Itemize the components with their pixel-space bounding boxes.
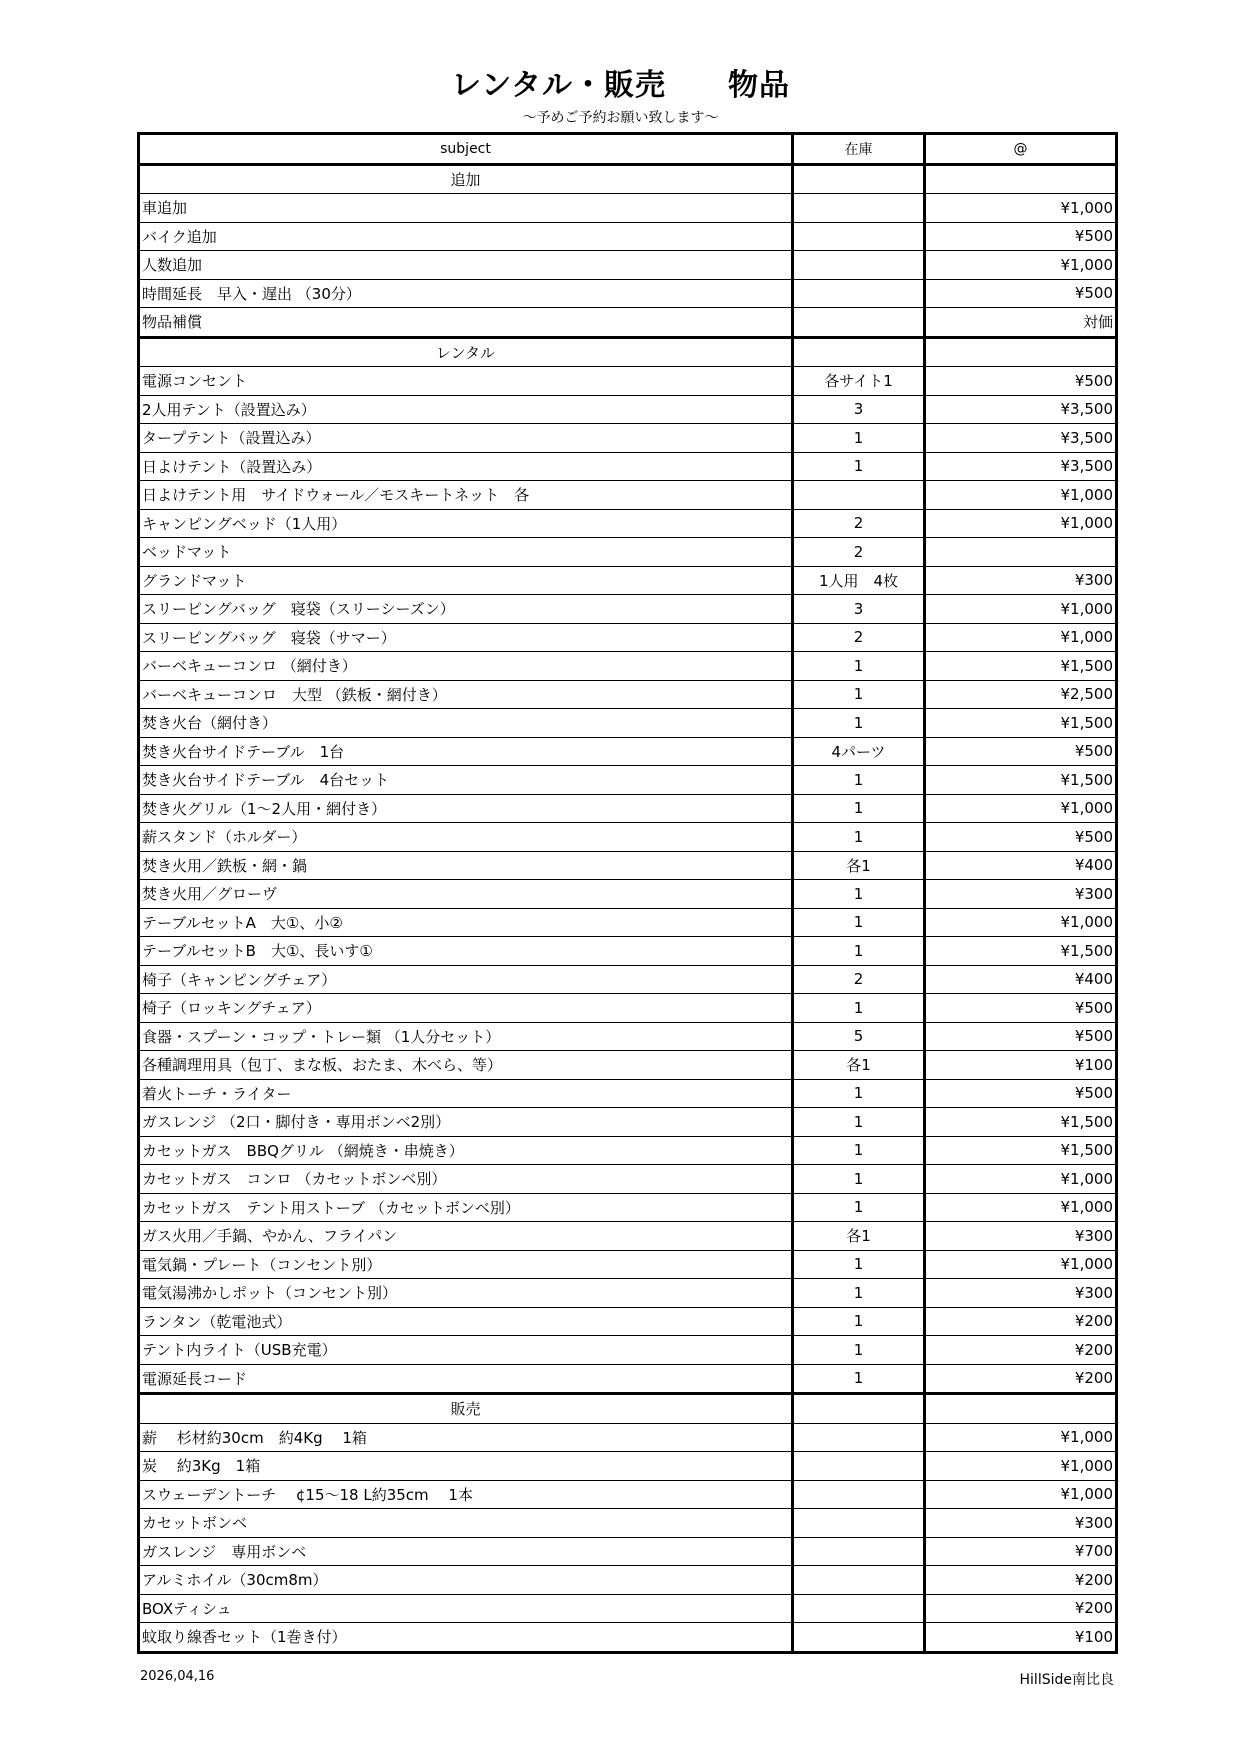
item-price: ¥2,500 xyxy=(925,680,1117,709)
item-table xyxy=(137,132,1118,1654)
item-name: BOXティシュ xyxy=(139,1594,793,1623)
table-row xyxy=(139,1279,1117,1308)
table-row xyxy=(139,1051,1117,1080)
item-stock xyxy=(793,194,925,223)
item-price: ¥200 xyxy=(925,1364,1117,1394)
item-price: ¥300 xyxy=(925,566,1117,595)
item-name: 椅子（キャンピングチェア） xyxy=(139,965,793,994)
item-name: ランタン（乾電池式） xyxy=(139,1307,793,1336)
item-name: 焚き火台サイドテーブル 4台セット xyxy=(139,766,793,795)
table-row xyxy=(139,452,1117,481)
item-stock: 1 xyxy=(793,424,925,453)
item-stock: 1 xyxy=(793,766,925,795)
table-row xyxy=(139,1452,1117,1481)
item-name: 時間延長 早入・遅出 （30分） xyxy=(139,279,793,308)
table-row xyxy=(139,538,1117,567)
table-row xyxy=(139,880,1117,909)
item-name: カセットガス BBQグリル （網焼き・串焼き） xyxy=(139,1136,793,1165)
table-row xyxy=(139,279,1117,308)
table-row xyxy=(139,851,1117,880)
item-name: テーブルセットB 大①、長いす① xyxy=(139,937,793,966)
section-title: 販売 xyxy=(139,1394,793,1424)
item-name: 車追加 xyxy=(139,194,793,223)
item-price: ¥300 xyxy=(925,1509,1117,1538)
item-name: 焚き火用／鉄板・網・鍋 xyxy=(139,851,793,880)
item-name: カセットガス テント用ストーブ （カセットボンベ別） xyxy=(139,1193,793,1222)
item-price: ¥1,000 xyxy=(925,1165,1117,1194)
page-title: レンタル・販売 物品 xyxy=(450,68,791,103)
item-price: ¥1,500 xyxy=(925,937,1117,966)
table-row xyxy=(139,509,1117,538)
item-stock: 1 xyxy=(793,1307,925,1336)
item-price: ¥100 xyxy=(925,1051,1117,1080)
item-name: 焚き火台（網付き） xyxy=(139,709,793,738)
item-name: バーベキューコンロ 大型 （鉄板・網付き） xyxy=(139,680,793,709)
table-row xyxy=(139,1307,1117,1336)
table-row xyxy=(139,1336,1117,1365)
item-name: 焚き火用／グローヴ xyxy=(139,880,793,909)
table-row xyxy=(139,1250,1117,1279)
item-stock: 1 xyxy=(793,880,925,909)
item-price: ¥200 xyxy=(925,1566,1117,1595)
item-price: ¥1,500 xyxy=(925,709,1117,738)
table-row xyxy=(139,222,1117,251)
section-title: 追加 xyxy=(139,164,793,194)
section-price-cell xyxy=(925,164,1117,194)
footer-date: 2026,04,16 xyxy=(140,1669,215,1684)
item-name: キャンピングベッド（1人用） xyxy=(139,509,793,538)
column-header-price: @ xyxy=(925,134,1117,165)
item-stock xyxy=(793,251,925,280)
item-price: ¥3,500 xyxy=(925,424,1117,453)
item-name: 焚き火台サイドテーブル 1台 xyxy=(139,737,793,766)
item-price: ¥1,500 xyxy=(925,1108,1117,1137)
item-stock: 1 xyxy=(793,794,925,823)
item-price: ¥1,000 xyxy=(925,1480,1117,1509)
table-row xyxy=(139,709,1117,738)
item-price: ¥1,000 xyxy=(925,908,1117,937)
section-header-row xyxy=(139,337,1117,367)
item-price: ¥500 xyxy=(925,994,1117,1023)
item-price: ¥1,000 xyxy=(925,595,1117,624)
table-row xyxy=(139,481,1117,510)
item-stock xyxy=(793,1509,925,1538)
item-name: 日よけテント用 サイドウォール／モスキートネット 各 xyxy=(139,481,793,510)
table-row xyxy=(139,1193,1117,1222)
item-name: ベッドマット xyxy=(139,538,793,567)
table-row xyxy=(139,1165,1117,1194)
table-row xyxy=(139,766,1117,795)
item-price: ¥200 xyxy=(925,1594,1117,1623)
table-row xyxy=(139,994,1117,1023)
table-row xyxy=(139,566,1117,595)
table-row xyxy=(139,652,1117,681)
item-price: ¥500 xyxy=(925,737,1117,766)
item-price: ¥300 xyxy=(925,1279,1117,1308)
item-price: ¥1,000 xyxy=(925,794,1117,823)
item-stock: 1 xyxy=(793,937,925,966)
item-name: 椅子（ロッキングチェア） xyxy=(139,994,793,1023)
item-stock: 2 xyxy=(793,623,925,652)
item-stock xyxy=(793,1537,925,1566)
item-stock: 1 xyxy=(793,1108,925,1137)
item-name: カセットボンベ xyxy=(139,1509,793,1538)
item-name: グランドマット xyxy=(139,566,793,595)
item-price: ¥1,000 xyxy=(925,1423,1117,1452)
item-price: ¥1,000 xyxy=(925,1452,1117,1481)
table-row xyxy=(139,395,1117,424)
item-price: ¥700 xyxy=(925,1537,1117,1566)
item-stock: 1 xyxy=(793,1364,925,1394)
item-stock: 1 xyxy=(793,709,925,738)
item-price: ¥500 xyxy=(925,1079,1117,1108)
footer-shop-name: HillSide南比良 xyxy=(1019,1672,1114,1688)
item-name: ガスレンジ 専用ボンベ xyxy=(139,1537,793,1566)
section-stock-cell xyxy=(793,164,925,194)
item-price: ¥1,000 xyxy=(925,1250,1117,1279)
item-price: ¥200 xyxy=(925,1336,1117,1365)
item-name: スリーピングバッグ 寝袋（スリーシーズン） xyxy=(139,595,793,624)
item-name: 炭 約3Kg 1箱 xyxy=(139,1452,793,1481)
item-stock: 1 xyxy=(793,1193,925,1222)
item-price: ¥100 xyxy=(925,1623,1117,1653)
item-stock xyxy=(793,279,925,308)
item-stock xyxy=(793,1594,925,1623)
item-stock: 1 xyxy=(793,994,925,1023)
item-name: 電源コンセント xyxy=(139,367,793,396)
table-row xyxy=(139,794,1117,823)
table-row xyxy=(139,908,1117,937)
item-name: バイク追加 xyxy=(139,222,793,251)
item-price: ¥500 xyxy=(925,279,1117,308)
item-price: ¥1,500 xyxy=(925,766,1117,795)
table-row xyxy=(139,251,1117,280)
item-name: スウェーデントーチ ¢15～18 L約35cm 1本 xyxy=(139,1480,793,1509)
table-header-row xyxy=(139,134,1117,165)
item-name: 蚊取り線香セット（1巻き付） xyxy=(139,1623,793,1653)
item-stock xyxy=(793,1623,925,1653)
item-stock: 4パーツ xyxy=(793,737,925,766)
item-name: ガスレンジ （2口・脚付き・専用ボンベ2別） xyxy=(139,1108,793,1137)
item-stock: 各1 xyxy=(793,851,925,880)
item-price: ¥1,000 xyxy=(925,481,1117,510)
item-stock: 各サイト1 xyxy=(793,367,925,396)
table-row xyxy=(139,1022,1117,1051)
page-subtitle: ～予めご予約お願い致します～ xyxy=(522,110,719,126)
item-price: ¥300 xyxy=(925,880,1117,909)
table-row xyxy=(139,1079,1117,1108)
table-row xyxy=(139,1222,1117,1251)
item-price: ¥3,500 xyxy=(925,452,1117,481)
item-name: 日よけテント（設置込み） xyxy=(139,452,793,481)
item-stock: 1 xyxy=(793,1250,925,1279)
item-price: ¥200 xyxy=(925,1307,1117,1336)
table-body xyxy=(139,164,1117,1652)
item-stock xyxy=(793,308,925,338)
table-row xyxy=(139,194,1117,223)
table-row xyxy=(139,680,1117,709)
item-name: 電気鍋・プレート（コンセント別） xyxy=(139,1250,793,1279)
item-stock: 1 xyxy=(793,1336,925,1365)
section-stock-cell xyxy=(793,1394,925,1424)
item-price: 対価 xyxy=(925,308,1117,338)
item-name: バーベキューコンロ （網付き） xyxy=(139,652,793,681)
item-name: 薪 杉材約30cm 約4Kg 1箱 xyxy=(139,1423,793,1452)
item-stock xyxy=(793,1423,925,1452)
item-price: ¥400 xyxy=(925,851,1117,880)
table-row xyxy=(139,1136,1117,1165)
item-stock xyxy=(793,481,925,510)
table-row xyxy=(139,1594,1117,1623)
item-stock: 3 xyxy=(793,395,925,424)
item-name: 薪スタンド（ホルダー） xyxy=(139,823,793,852)
item-stock: 1 xyxy=(793,680,925,709)
column-header-subject: subject xyxy=(139,134,793,165)
table-row xyxy=(139,623,1117,652)
item-price xyxy=(925,538,1117,567)
item-price: ¥1,000 xyxy=(925,623,1117,652)
item-name: テーブルセットA 大①、小② xyxy=(139,908,793,937)
table-row xyxy=(139,1537,1117,1566)
table-row xyxy=(139,937,1117,966)
item-name: 電源延長コード xyxy=(139,1364,793,1394)
item-name: スリーピングバッグ 寝袋（サマー） xyxy=(139,623,793,652)
table-row xyxy=(139,1566,1117,1595)
item-stock: 1 xyxy=(793,823,925,852)
section-price-cell xyxy=(925,337,1117,367)
item-stock xyxy=(793,1480,925,1509)
item-price: ¥1,000 xyxy=(925,194,1117,223)
item-name: ガス火用／手鍋、やかん、フライパン xyxy=(139,1222,793,1251)
item-stock: 5 xyxy=(793,1022,925,1051)
item-stock: 3 xyxy=(793,595,925,624)
table-row xyxy=(139,823,1117,852)
item-name: 着火トーチ・ライター xyxy=(139,1079,793,1108)
item-name: 各種調理用具（包丁、まな板、おたま、木べら、等） xyxy=(139,1051,793,1080)
column-header-stock: 在庫 xyxy=(793,134,925,165)
item-name: 2人用テント（設置込み） xyxy=(139,395,793,424)
table-row xyxy=(139,737,1117,766)
item-price: ¥1,500 xyxy=(925,652,1117,681)
item-name: タープテント（設置込み） xyxy=(139,424,793,453)
item-stock: 1 xyxy=(793,452,925,481)
table-row xyxy=(139,1623,1117,1653)
item-name: テント内ライト（USB充電） xyxy=(139,1336,793,1365)
item-stock: 1人用 4枚 xyxy=(793,566,925,595)
item-price: ¥1,000 xyxy=(925,1193,1117,1222)
item-price: ¥3,500 xyxy=(925,395,1117,424)
item-stock xyxy=(793,1452,925,1481)
item-name: 電気湯沸かしポット（コンセント別） xyxy=(139,1279,793,1308)
item-stock: 各1 xyxy=(793,1222,925,1251)
table-row xyxy=(139,367,1117,396)
table-row xyxy=(139,1423,1117,1452)
item-price: ¥500 xyxy=(925,367,1117,396)
item-name: 焚き火グリル（1～2人用・網付き） xyxy=(139,794,793,823)
table-row xyxy=(139,1364,1117,1394)
item-price: ¥1,000 xyxy=(925,509,1117,538)
item-stock: 1 xyxy=(793,1136,925,1165)
section-price-cell xyxy=(925,1394,1117,1424)
item-name: アルミホイル（30cm8m） xyxy=(139,1566,793,1595)
item-name: 物品補償 xyxy=(139,308,793,338)
item-price: ¥400 xyxy=(925,965,1117,994)
item-stock: 2 xyxy=(793,538,925,567)
table-row xyxy=(139,965,1117,994)
item-name: 食器・スプーン・コップ・トレー類 （1人分セット） xyxy=(139,1022,793,1051)
item-price: ¥500 xyxy=(925,222,1117,251)
section-title: レンタル xyxy=(139,337,793,367)
item-stock: 1 xyxy=(793,652,925,681)
item-stock: 2 xyxy=(793,965,925,994)
item-stock: 2 xyxy=(793,509,925,538)
table-row xyxy=(139,308,1117,338)
item-price: ¥500 xyxy=(925,823,1117,852)
item-stock: 各1 xyxy=(793,1051,925,1080)
section-header-row xyxy=(139,1394,1117,1424)
section-header-row xyxy=(139,164,1117,194)
item-price: ¥1,000 xyxy=(925,251,1117,280)
table-row xyxy=(139,1509,1117,1538)
item-stock: 1 xyxy=(793,1079,925,1108)
item-price: ¥300 xyxy=(925,1222,1117,1251)
item-name: カセットガス コンロ （カセットボンベ別） xyxy=(139,1165,793,1194)
item-price: ¥1,500 xyxy=(925,1136,1117,1165)
table-row xyxy=(139,1108,1117,1137)
item-price: ¥500 xyxy=(925,1022,1117,1051)
table-row xyxy=(139,1480,1117,1509)
table-row xyxy=(139,424,1117,453)
item-stock xyxy=(793,222,925,251)
table-row xyxy=(139,595,1117,624)
item-stock: 1 xyxy=(793,1165,925,1194)
item-stock xyxy=(793,1566,925,1595)
item-stock: 1 xyxy=(793,908,925,937)
item-stock: 1 xyxy=(793,1279,925,1308)
item-name: 人数追加 xyxy=(139,251,793,280)
section-stock-cell xyxy=(793,337,925,367)
